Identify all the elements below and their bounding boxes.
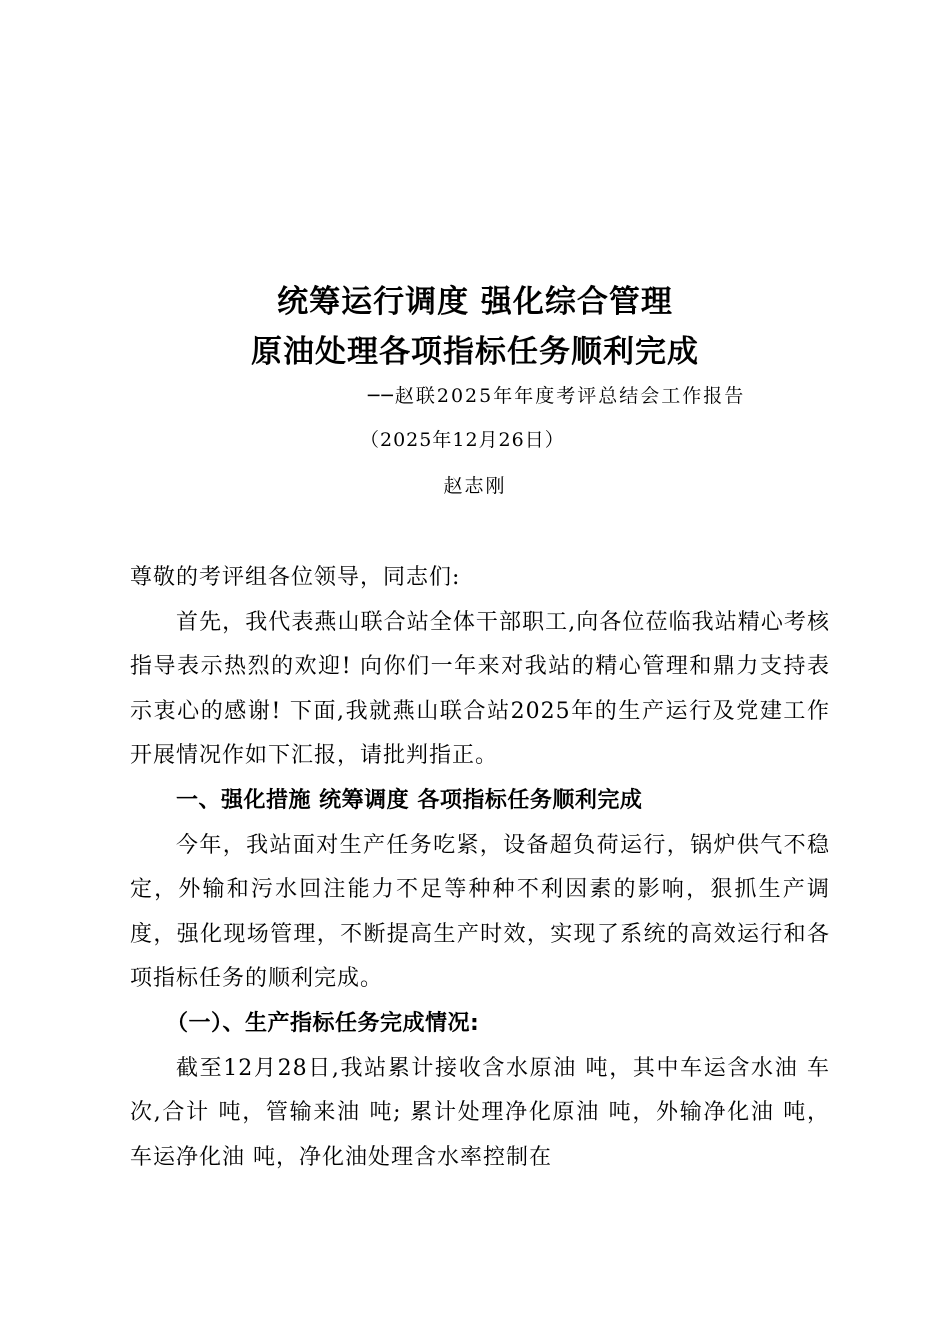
document-body [130,556,830,1180]
document-title-line-1: 统筹运行调度 强化综合管理 [277,284,673,320]
section-heading-1: 一、强化措施 统筹调度 各项指标任务顺利完成 [176,787,643,813]
greeting: 尊敬的考评组各位领导，同志们: [130,565,461,590]
section-1-paragraph: 今年，我站面对生产任务吃紧，设备超负荷运行，锅炉供气不稳定，外输和污水回注能力不足等种种不利因素的影响，狠抓生产调度，强化现场管理，不断提高生产时效，实现了系统的高效运行和各项指标任务的顺利完成。 [130,832,830,992]
intro-paragraph: 首先，我代表燕山联合站全体干部职工,向各位莅临我站精心考核指导表示热烈的欢迎! 向你们一年来对我站的精心管理和鼎力支持表示衷心的感谢! 下面,我就燕山联合站2025年的生产运行及党建工作开展情况作如下汇报，请批判指正。 [130,609,830,769]
document-author: 赵志刚 [443,475,507,497]
document-title-line-2: 原油处理各项指标任务顺利完成 [251,334,699,370]
subsection-1-paragraph: 截至12月28日,我站累计接收含水原油 吨，其中车运含水油 车次,合计 吨，管输来油 吨; 累计处理净化原油 吨，外输净化油 吨，车运净化油 吨，净化油处理含水率控制在 [130,1055,830,1170]
document-subtitle: ──赵联2025年年度考评总结会工作报告 [368,385,746,407]
document-date: （2025年12月26日） [360,429,565,451]
subsection-heading-1: （一）、生产指标任务完成情况: [166,1010,480,1036]
